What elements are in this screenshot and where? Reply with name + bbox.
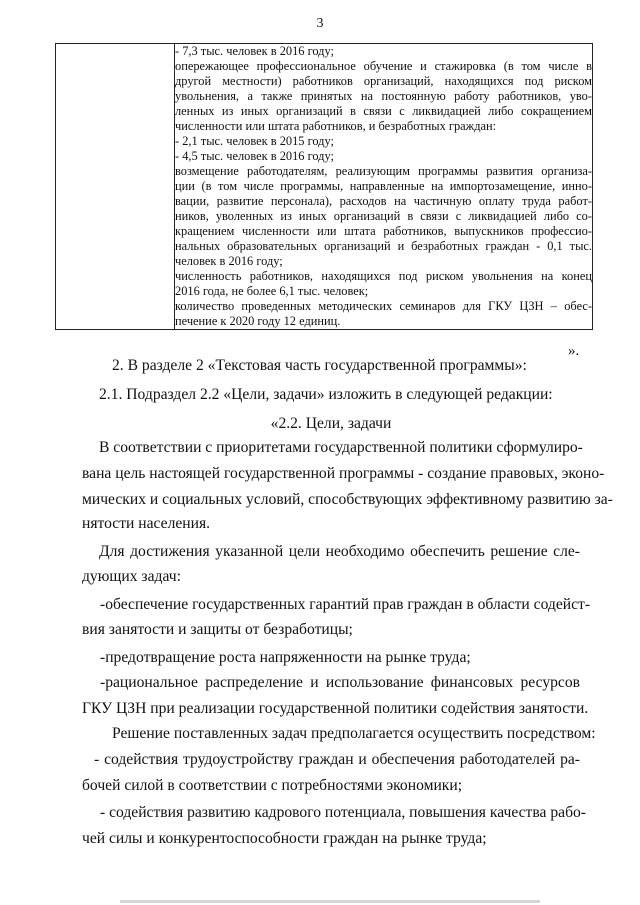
list-item-line: - содействия трудоустройству граждан и обеспечения работодателей ра- [94, 751, 580, 768]
subsection-line: 2.1. Подраздел 2.2 «Цели, задачи» изложить в следующей редакции: [99, 386, 553, 403]
table-line: ников, уволенных из иных организаций в связи с ликвидацией либо со- [175, 209, 592, 223]
table-line: численность работников, находящихся под риском увольнения на конец [175, 269, 592, 283]
paragraph-line: дующих задач: [82, 568, 181, 585]
list-item-line: бочей силой в соответствии с потребностями экономики; [82, 777, 463, 794]
table-line: увольнения, а также принятых на постоянную работу работников, уво- [175, 89, 592, 103]
section-heading-line: 2. В разделе 2 «Текстовая часть государственной программы»: [112, 357, 527, 374]
closing-quote: ». [568, 343, 580, 359]
table-line: возмещение работодателям, реализующим программы развития организа- [175, 164, 592, 178]
scan-edge-artifact [120, 900, 540, 903]
table-line: опережающее профессиональное обучение и стажировка (в том числе в [175, 59, 592, 73]
program-table [55, 43, 593, 330]
list-item-line: -рациональное распределение и использование финансовых ресурсов [100, 674, 580, 691]
list-item-line: ГКУ ЦЗН при реализации государственной политики содействия занятости. [82, 700, 589, 717]
table-line: нальных образовательных организаций и безработных граждан - 0,1 тыс. [175, 239, 592, 253]
table-line: человек в 2016 году; [175, 254, 283, 268]
table-line: кращением численности или штата работников, выпускников профессио- [175, 224, 592, 238]
table-left-cell [56, 44, 175, 330]
page-number: 3 [316, 16, 324, 31]
subsection-title: «2.2. Цели, задачи [270, 415, 392, 432]
table-line: печение к 2020 году 12 единиц. [175, 314, 341, 328]
list-item-line: -предотвращение роста напряженности на рынке труда; [100, 649, 471, 666]
table-line: ции (в том числе программы, направленные на импортозамещение, инно- [175, 179, 592, 193]
table-line: - 2,1 тыс. человек в 2015 году; [175, 134, 334, 148]
table-line: другой местности) работников организаций, находящихся под риском [175, 74, 592, 88]
table-line: вации, развитие персонала), расходов на частичную оплату труда работ- [175, 194, 592, 208]
table-line: - 4,5 тыс. человек в 2016 году; [175, 149, 334, 163]
table-line: численности или штата работников, и безработных граждан: [175, 119, 497, 133]
list-item-line: чей силы и конкурентоспособности граждан на рынке труда; [82, 830, 487, 847]
list-item-line: -обеспечение государственных гарантий прав граждан в области содейст- [100, 596, 591, 613]
paragraph-line: вана цель настоящей государственной программы - создание правовых, эконо- [82, 465, 605, 482]
paragraph-line: мических и социальных условий, способствующих эффективному развитию за- [82, 491, 613, 508]
table-line: количество проведенных методических семинаров для ГКУ ЦЗН – обес- [175, 299, 592, 313]
table-line: - 7,3 тыс. человек в 2016 году; [175, 44, 334, 58]
table-line: ленных из иных организаций в связи с ликвидацией либо сокращением [175, 104, 592, 118]
paragraph-line: В соответствии с приоритетами государственной политики сформулиро- [99, 439, 583, 456]
table-right-cell [175, 44, 593, 330]
list-item-line: - содействия развитию кадрового потенциала, повышения качества рабо- [100, 804, 586, 821]
paragraph-line: Решение поставленных задач предполагается осуществить посредством: [112, 725, 596, 742]
paragraph-line: Для достижения указанной цели необходимо обеспечить решение сле- [99, 543, 580, 560]
list-item-line: вия занятости и защиты от безработицы; [82, 621, 353, 638]
table-line: 2016 года, не более 6,1 тыс. человек; [175, 284, 369, 298]
paragraph-line: нятости населения. [82, 515, 211, 532]
